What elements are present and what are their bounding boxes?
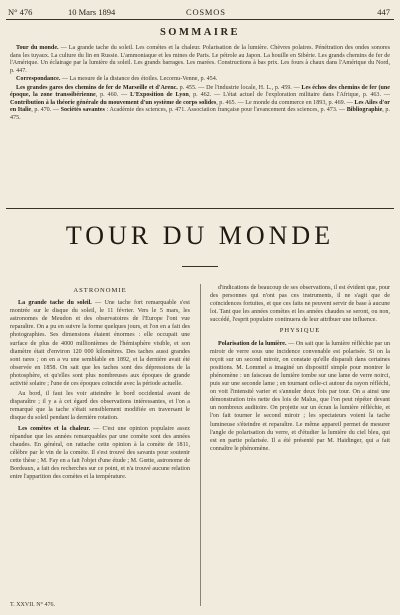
body-text: , p. 475. bbox=[10, 107, 391, 121]
right-column-intro bbox=[210, 284, 390, 324]
article-paragraph bbox=[10, 299, 190, 388]
body-text: — La grande tache du soleil. Les comètes et la chaleur. Polarisation de la lumière. Chèvres polaires. Pénétration des ondes sonores dans les tuyaux. La culture du lin en Russie. L'ammoniaque et les mines de Paris. Le pétrole au Japon. La houille en Sibérie. Les grands chemins de fer de l'Amérique. Un éclairage par la lumière du soleil. Les grands barrages. Les marées. Constructions à bas prix. Les fours à chaux dans l'Amérique du Nord, p. 447. bbox=[10, 45, 390, 74]
body-text: Au bord, il faut les voir atteindre le bord occidental avant de disparaître ; il y a à cet égard des observations intéressantes, et l'on a remarqué que la tache s'était sensiblement modifiée en traversant le disque du soleil pendant la dernière rotation. bbox=[10, 391, 190, 422]
bold-lead-text: La grande tache du soleil. bbox=[18, 300, 92, 307]
journal-name: COSMOS bbox=[186, 7, 226, 17]
bold-lead-text: Tour du monde. bbox=[16, 45, 59, 51]
body-text: — C'est une opinion populaire assez répandue que les années remarquables par une comète sont des années chaudes. En général, on rattache cette opinion à la comète de 1811, célèbre par le vin de la comète. Il s'est trouvé des savants pour soutenir cette thèse ; M. Fay en a fait l'objet d'une étude ; M. Gœtte, astronome de Bordeaux, a fait des recherches sur ce point, et n'a trouvé aucune relation entre l'apparition des comètes et la température. bbox=[10, 425, 190, 481]
bold-lead-text: Correspondance. bbox=[16, 76, 61, 83]
sommaire-body bbox=[10, 45, 390, 123]
bold-lead-text: Les grandes gares des chemins de fer de Marseille et d'Arenc. bbox=[16, 84, 178, 91]
body-text: : Académie des sciences, p. 471. Association française pour l'avancement des sciences, p. 473. — bbox=[104, 107, 347, 114]
left-column bbox=[10, 284, 190, 606]
left-column-text bbox=[10, 299, 190, 422]
sommaire-paragraph bbox=[10, 45, 390, 75]
running-header bbox=[6, 4, 394, 20]
section-heading-astronomie: ASTRONOMIE bbox=[73, 287, 127, 294]
issue-date: 10 Mars 1894 bbox=[68, 7, 116, 17]
right-column bbox=[210, 284, 390, 606]
body-text: — Une tache fort remarquable s'est montrée sur le disque du soleil, le 11 février. Vers le 5 mars, les astronomes de Meudon et des observatoires de l'Europe l'ont vue reparaître. On a pu en suivre la forme quelques jours, et l'on en a fait des photographies. Ses dimensions étaient énormes : elle occupait une surface de plus de 4000 millionièmes de l'hémisphère visible, et son diamètre était d'environ 120 000 kilomètres. Des taches aussi grandes sont rares ; on en a vu une semblable en 1892, et la dernière avait été observée en 1858. On sait que les taches sont des dépressions de la photosphère, et qu'elles sont plus nombreuses aux époques de grande activité solaire ; l'une de ces époques coïncide avec la période actuelle. bbox=[10, 300, 190, 388]
sommaire-heading: SOMMAIRE bbox=[159, 27, 241, 38]
sommaire-rule bbox=[6, 208, 394, 209]
body-text: , p. 470. — bbox=[31, 107, 61, 114]
article-paragraph bbox=[10, 425, 190, 482]
bold-lead-text: Les comètes et la chaleur. bbox=[18, 425, 91, 432]
column-divider bbox=[200, 284, 201, 606]
bold-lead-text: Contribution à la théorie générale du mouvement d'un système de corps solides bbox=[10, 99, 217, 106]
article-paragraph bbox=[10, 390, 190, 422]
page-number: 447 bbox=[377, 7, 390, 17]
sommaire-paragraph bbox=[10, 85, 390, 123]
right-column-text bbox=[210, 340, 390, 453]
left-column-text-continued bbox=[10, 425, 190, 482]
bold-lead-text: Sociétés savantes bbox=[60, 107, 105, 114]
bold-lead-text: Polarisation de la lumière. bbox=[218, 340, 287, 347]
body-text: d'indications de beaucoup de ses observations, il est évident que, pour des personnes qui n'ont pas ces instruments, il ne s'agit que de coïncidences fortuites, et que ces faits ne peuvent servir de base à aucune loi. Tant que les années comètes et les années chaudes se seront, ou non, succédé, l'esprit populaire continuera de leur attribuer une influence. bbox=[210, 285, 390, 324]
bold-lead-text: L'Exposition de Lyon bbox=[130, 92, 189, 99]
page bbox=[6, 4, 394, 611]
bold-lead-text: Les échos des chemins de fer (une époque, la zone transsibérienne bbox=[10, 84, 390, 99]
body-text: , p. 465. — Le monde du commerce en 1893, p. 469. — bbox=[216, 99, 355, 106]
header-rule bbox=[6, 19, 394, 20]
sommaire-paragraph bbox=[10, 76, 390, 84]
article-paragraph bbox=[210, 284, 390, 324]
page-footer: T. XXVII. N° 476. bbox=[10, 602, 55, 608]
bold-lead-text: Les Ailes d'or en Italie bbox=[10, 99, 390, 114]
section-heading-physique: PHYSIQUE bbox=[279, 327, 321, 335]
issue-number: N° 476 bbox=[8, 7, 33, 17]
article-paragraph bbox=[210, 340, 390, 453]
page-title: TOUR DU MONDE bbox=[65, 221, 335, 250]
body-text: — On sait que la lumière réfléchie par un miroir de verre sous une incidence convenable est polarisée. Si on la reçoit sur un second miroir, on constate qu'elle disparaît dans certaines positions. M. Lommel a imaginé un dispositif simple pour montrer le phénomène : un faisceau de lumière tombe sur une lame de verre noirci, puis sur une seconde lame ; en tournant celle-ci autour du rayon réfléchi, on voit l'intensité varier et s'annuler deux fois par tour. On a ainsi une démonstration très nette des lois de Malus, que l'on peut répéter devant un nombreux auditoire. On projette sur un écran la lumière réfléchie, et l'on fait tourner le second miroir ; les spectateurs voient la tache lumineuse s'éteindre et reparaître. Le même appareil permet de mesurer l'angle de polarisation du verre, et d'étudier la lumière du ciel bleu, qui est en partie polarisée. Il a été présenté par M. Haidinger, qui a fait connaître le phénomène. bbox=[210, 340, 390, 452]
body-text: , p. 462. — L'état actuel de l'exploration militaire dans l'Afrique, p. 463. — bbox=[188, 92, 390, 99]
body-text: p. 455. — De l'industrie locale, H. L., p. 459. — bbox=[177, 84, 302, 91]
body-text: , p. 460. — bbox=[95, 92, 131, 99]
bold-lead-text: Bibliographie bbox=[346, 107, 383, 114]
title-rule bbox=[182, 266, 218, 267]
body-text: — La mesure de la distance des étoiles. Lecornu-Venne, p. 454. bbox=[60, 76, 218, 83]
